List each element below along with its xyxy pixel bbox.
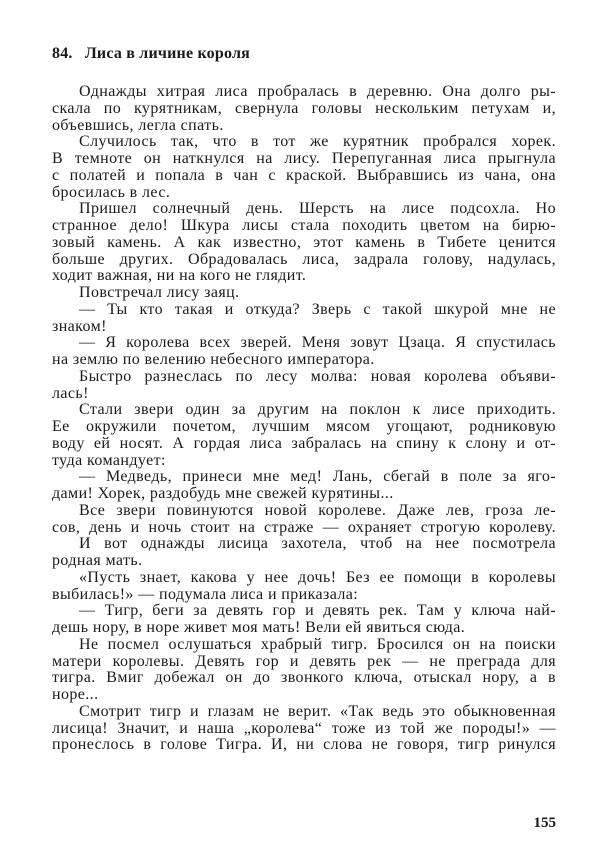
text-line: сов, день и ночь стоит на страже — охраняет строгую королеву.: [52, 519, 556, 536]
text-line: — Медведь, принеси мне мед! Лань, сбегай в поле за яго-: [79, 469, 556, 486]
text-line: воду ей носят. А гордая лиса забралась на спину к слону и от-: [52, 435, 556, 452]
text-line: туда командует:: [52, 452, 166, 469]
text-line: Не посмел ослушаться храбрый тигр. Бросился он на поиски: [79, 636, 556, 653]
text-line: скала по курятникам, свернула головы нескольким петухам и,: [52, 100, 556, 117]
text-line: Быстро разнеслась по лесу молва: новая королева объяви-: [79, 368, 556, 385]
text-line: знаком!: [52, 318, 107, 335]
page-number: 155: [533, 815, 556, 831]
story-body: [52, 84, 556, 754]
text-line: на землю по велению небесного императора.: [52, 352, 375, 368]
story-heading: [52, 45, 250, 63]
text-line: В темноте он наткнулся на лису. Перепуганная лиса прыгнула: [52, 151, 556, 167]
text-line: Стали звери один за другим на поклон к лисе приходить.: [79, 402, 556, 419]
text-line: лась!: [52, 385, 89, 402]
text-line: зовый камень. А как известно, этот камень в Тибете ценится: [52, 234, 556, 251]
text-line: странное дело! Шкура лисы стала походить цветом на бирю-: [52, 218, 556, 234]
text-line: — Я королева всех зверей. Меня зовут Цзаца. Я спустилась: [79, 335, 556, 352]
text-line: «Пусть знает, какова у нее дочь! Без ее помощи в королевы: [79, 569, 556, 586]
text-line: матери королевы. Девять гор и девять рек — не преграда для: [52, 653, 556, 670]
text-line: И вот однажды лисица захотела, чтоб на нее посмотрела: [79, 536, 556, 553]
text-line: Случилось так, что в тот же курятник пробрался хорек.: [79, 134, 556, 151]
text-line: — Ты кто такая и откуда? Зверь с такой шкурой мне не: [79, 301, 556, 318]
text-line: Ее окружили почетом, лучшим мясом угощают, родниковую: [52, 419, 556, 435]
story-number: 84.: [52, 45, 73, 62]
text-line: тигра. Вмиг добежал он до звонкого ключа, отыскал нору, а в: [52, 670, 556, 687]
text-line: — Тигр, беги за девять гор и девять рек. Там у ключа най-: [79, 603, 556, 620]
text-line: объевшись, легла спать.: [52, 117, 224, 134]
text-line: Однажды хитрая лиса пробралась в деревню. Она долго ры-: [79, 84, 556, 100]
text-line: лисица! Значит, и наша „королева“ тоже из той же породы!» —: [52, 720, 556, 737]
text-line: дами! Хорек, раздобудь мне свежей курятины...: [52, 486, 394, 502]
text-line: пронеслось в голове Тигра. И, ни слова не говоря, тигр ринулся: [52, 737, 556, 754]
text-line: выбилась!» — подумала лиса и приказала:: [52, 586, 359, 603]
text-line: Повстречал лису заяц.: [79, 285, 240, 301]
text-line: больше других. Обрадовалась лиса, задрала голову, надулась,: [52, 251, 556, 268]
text-line: ходит важная, ни на кого не глядит.: [52, 268, 307, 285]
text-line: Пришел солнечный день. Шерсть на лисе подсохла. Но: [79, 201, 556, 218]
text-line: Все звери повинуются новой королеве. Даже лев, гроза ле-: [79, 502, 556, 519]
text-line: дешь нору, в норе живет моя мать! Вели ей явиться сюда.: [52, 620, 466, 636]
text-line: с полатей и попала в чан с краской. Выбравшись из чана, она: [52, 167, 556, 184]
text-line: бросилась в лес.: [52, 184, 171, 201]
story-title: Лиса в личине короля: [84, 45, 250, 62]
text-line: родная мать.: [52, 553, 143, 569]
text-line: норе...: [52, 687, 99, 703]
text-line: Смотрит тигр и глазам не верит. «Так ведь это обыкновенная: [79, 703, 556, 720]
